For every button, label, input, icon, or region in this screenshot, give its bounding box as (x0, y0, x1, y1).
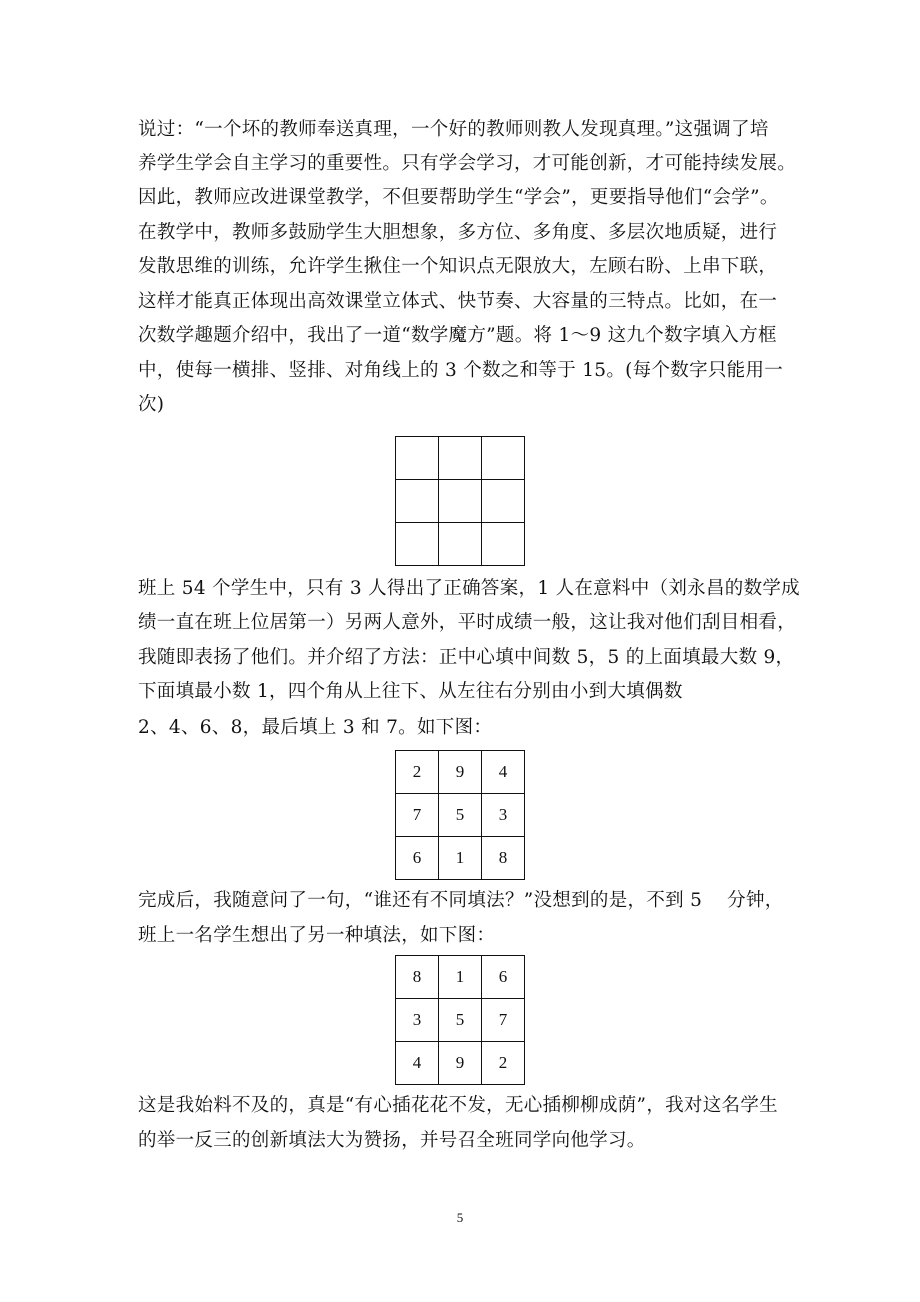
grid-cell: 5 (439, 794, 482, 837)
grid-cell (439, 437, 482, 480)
text-line: 次) (138, 394, 165, 415)
text-line: 绩一直在班上位居第一）另两人意外，平时成绩一般，这让我对他们刮目相看， (138, 612, 797, 633)
grid-cell: 9 (439, 1042, 482, 1085)
text-line: 2、4、6、8，最后填上 3 和 7。如下图： (138, 717, 493, 738)
text-line: 这样才能真正体现出高效课堂立体式、快节奏、大容量的三特点。比如，在一 (138, 291, 778, 312)
empty-magic-square-grid (395, 436, 525, 566)
grid-cell: 6 (482, 956, 525, 999)
grid-cell: 8 (482, 837, 525, 880)
grid-cell: 3 (482, 794, 525, 837)
text-line: 下面填最小数 1，四个角从上往下、从左往右分别由小到大填偶数 (138, 681, 683, 702)
grid-cell: 4 (396, 1042, 439, 1085)
magic-square-solution-2 (395, 955, 525, 1085)
text-line: 在教学中，教师多鼓励学生大胆想象，多方位、多角度、多层次地质疑，进行 (138, 222, 778, 243)
text-line: 完成后，我随意问了一句，“谁还有不同填法？”没想到的是，不到 5 分钟， (138, 890, 784, 911)
grid-cell: 7 (396, 794, 439, 837)
text-line: 的举一反三的创新填法大为赞扬，并号召全班同学向他学习。 (138, 1130, 646, 1151)
grid-cell: 3 (396, 999, 439, 1042)
grid-cell (396, 437, 439, 480)
text-line: 我随即表扬了他们。并介绍了方法：正中心填中间数 5，5 的上面填最大数 9， (138, 647, 795, 668)
text-line: 次数学趣题介绍中，我出了一道“数学魔方”题。将 1～9 这九个数字填入方框 (138, 325, 777, 346)
grid-cell: 9 (439, 751, 482, 794)
text-line: 因此，教师应改进课堂教学，不但要帮助学生“学会”，更要指导他们“会学”。 (138, 187, 779, 208)
grid-cell (482, 480, 525, 523)
text-line: 发散思维的训练，允许学生揪住一个知识点无限放大，左顾右盼、上串下联， (138, 256, 778, 277)
grid-cell: 2 (396, 751, 439, 794)
text-line: 这是我始料不及的，真是“有心插花花不发，无心插柳柳成荫”，我对这名学生 (138, 1095, 778, 1116)
grid-cell (439, 523, 482, 566)
text-line: 说过：“一个坏的教师奉送真理，一个好的教师则教人发现真理。”这强调了培 (138, 119, 769, 140)
grid-cell: 6 (396, 837, 439, 880)
grid-cell (482, 523, 525, 566)
grid-cell (396, 523, 439, 566)
text-line: 养学生学会自主学习的重要性。只有学会学习，才可能创新，才可能持续发展。 (138, 153, 797, 174)
text-line: 班上一名学生想出了另一种填法，如下图： (138, 925, 496, 946)
grid-cell: 2 (482, 1042, 525, 1085)
page-number: 5 (456, 1210, 464, 1225)
grid-cell: 8 (396, 956, 439, 999)
magic-square-solution-1 (395, 750, 525, 880)
grid-cell: 7 (482, 999, 525, 1042)
grid-cell (396, 480, 439, 523)
grid-cell (439, 480, 482, 523)
grid-cell: 1 (439, 837, 482, 880)
grid-cell: 5 (439, 999, 482, 1042)
grid-cell: 4 (482, 751, 525, 794)
text-line: 中，使每一横排、竖排、对角线上的 3 个数之和等于 15。(每个数字只能用一 (138, 360, 784, 381)
grid-cell: 1 (439, 956, 482, 999)
text-line: 班上 54 个学生中，只有 3 人得出了正确答案，1 人在意料中（刘永昌的数学成 (138, 578, 800, 599)
grid-cell (482, 437, 525, 480)
